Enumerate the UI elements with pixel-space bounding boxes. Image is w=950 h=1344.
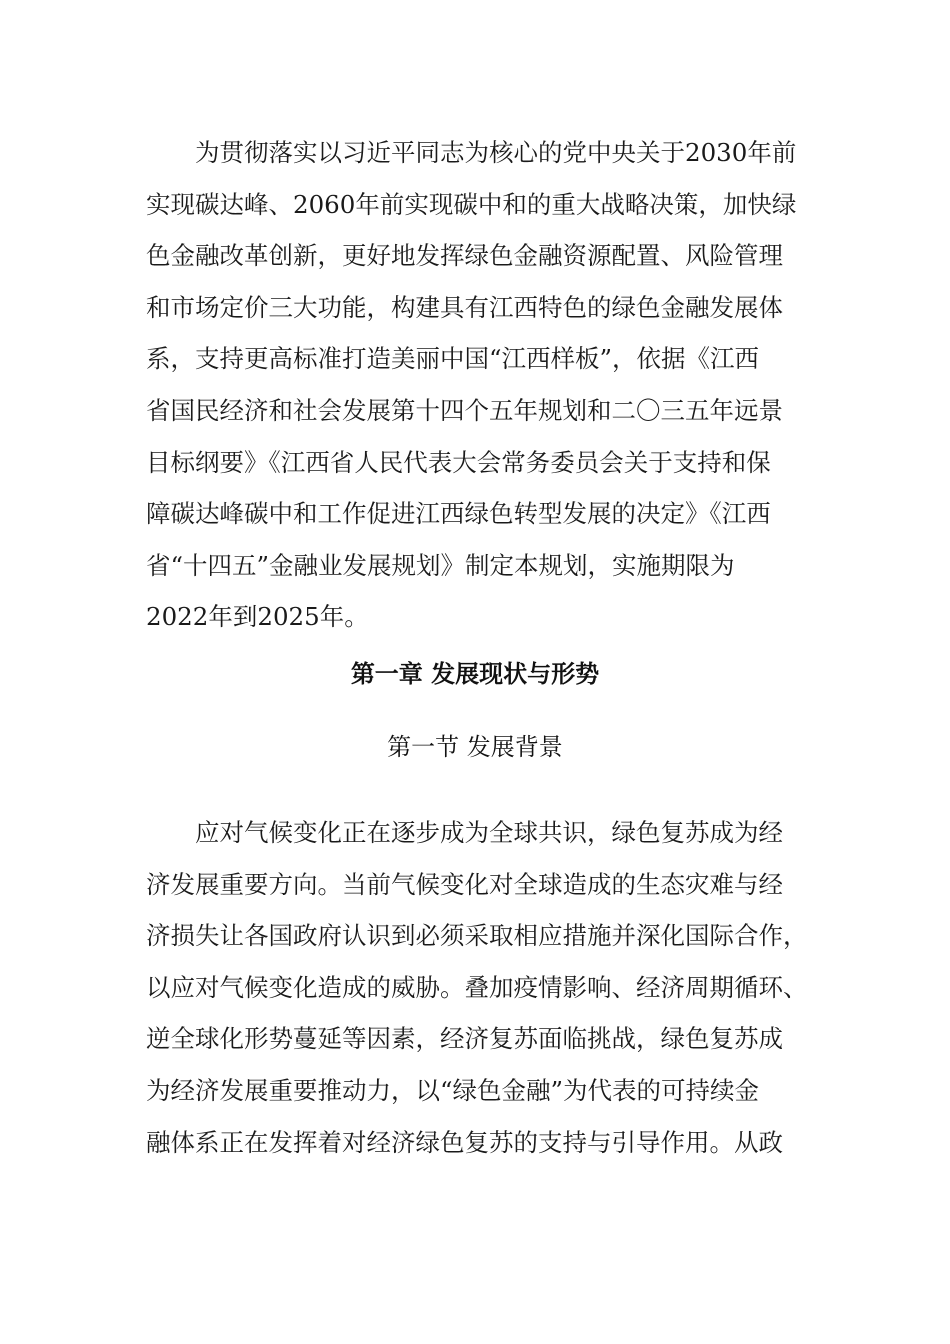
- chapter-heading: 第一章 发展现状与形势: [350, 660, 600, 688]
- paragraph-line: 应对气候变化正在逐步成为全球共识，绿色复苏成为经: [195, 818, 783, 847]
- paragraph-line: 为经济发展重要推动力，以“绿色金融”为代表的可持续金: [146, 1075, 760, 1105]
- paragraph-line: 系，支持更高标准打造美丽中国“江西样板”，依据《江西: [146, 344, 760, 374]
- paragraph-line: 融体系正在发挥着对经济绿色复苏的支持与引导作用。从政: [146, 1127, 783, 1157]
- section-heading: 第一节 发展背景: [387, 733, 563, 761]
- background-paragraph: [146, 807, 806, 1168]
- paragraph-line: 实现碳达峰、2060年前实现碳中和的重大战略决策，加快绿: [146, 189, 797, 219]
- paragraph-line: 和市场定价三大功能，构建具有江西特色的绿色金融发展体: [146, 292, 783, 322]
- paragraph-line: 2022年到2025年。: [146, 602, 369, 632]
- paragraph-line: 目标纲要》《江西省人民代表大会常务委员会关于支持和保: [146, 447, 771, 477]
- paragraph-line: 济损失让各国政府认识到必须采取相应措施并深化国际合作，: [146, 921, 808, 951]
- paragraph-line: 济发展重要方向。当前气候变化对全球造成的生态灾难与经: [146, 869, 783, 899]
- paragraph-line: 以应对气候变化造成的威胁。叠加疫情影响、经济周期循环、: [146, 972, 808, 1002]
- paragraph-line: 为贯彻落实以习近平同志为核心的党中央关于2030年前: [195, 138, 797, 167]
- paragraph-line: 逆全球化形势蔓延等因素，经济复苏面临挑战，绿色复苏成: [146, 1024, 783, 1054]
- paragraph-line: 省“十四五”金融业发展规划》制定本规划，实施期限为: [146, 550, 735, 580]
- paragraph-line: 色金融改革创新，更好地发挥绿色金融资源配置、风险管理: [146, 241, 783, 271]
- paragraph-line: 省国民经济和社会发展第十四个五年规划和二〇三五年远景: [146, 395, 783, 425]
- paragraph-line: 障碳达峰碳中和工作促进江西绿色转型发展的决定》《江西: [146, 499, 771, 529]
- intro-paragraph: [146, 127, 806, 643]
